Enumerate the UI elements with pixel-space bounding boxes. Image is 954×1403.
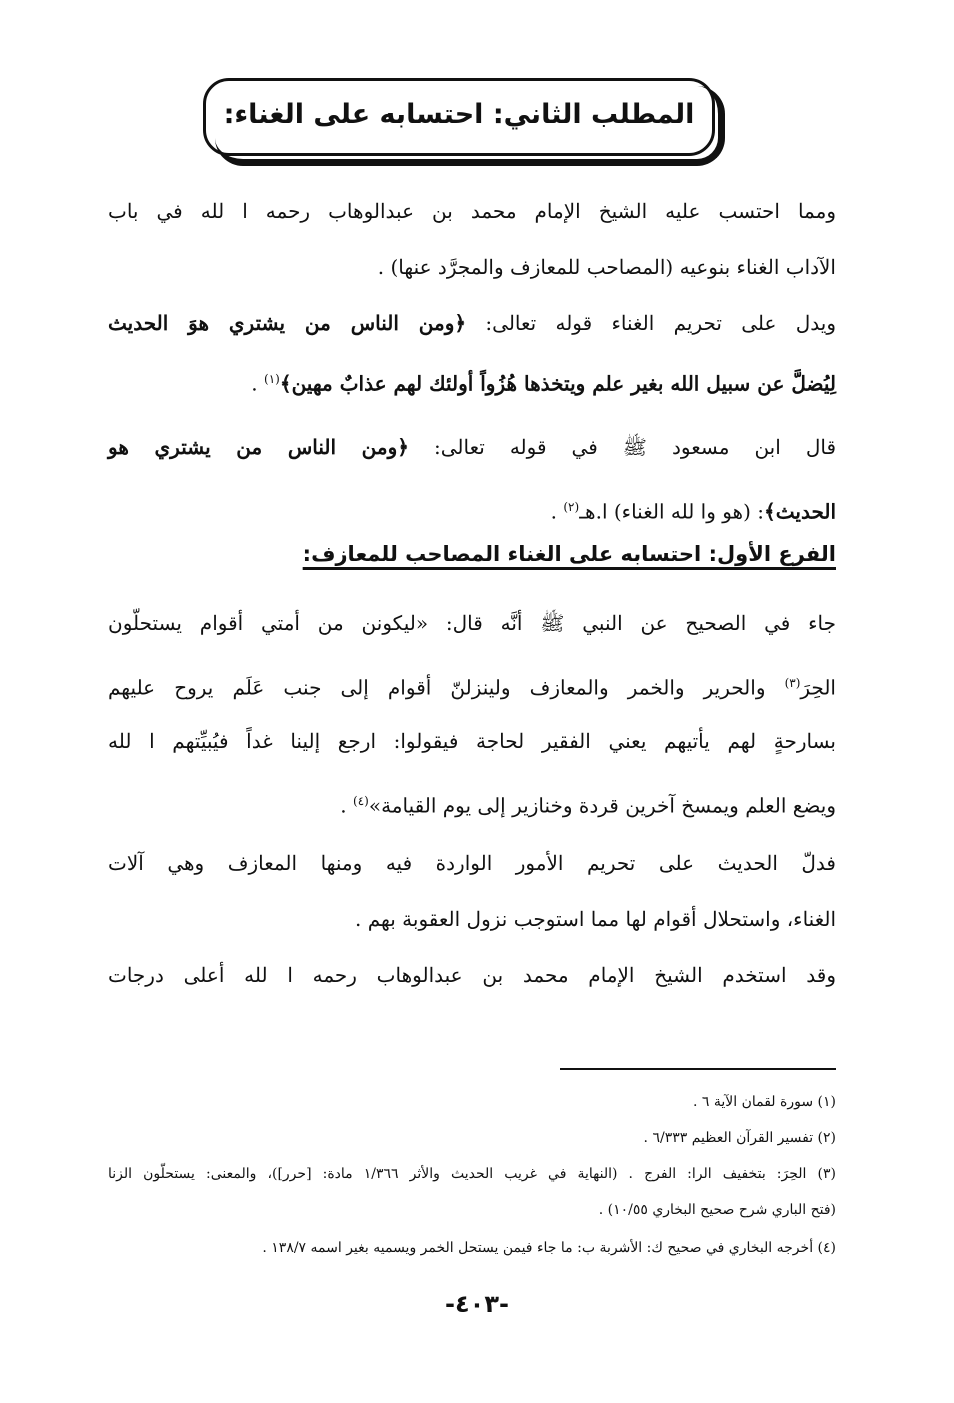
- footnote: (١) سورة لقمان الآية ٦ .: [692, 1094, 836, 1110]
- quran-verse: الحديث﴾: [764, 499, 836, 524]
- paragraph-line: الآداب الغناء بنوعيه (المصاحب للمعازف والمجرَّد عنها) .: [377, 255, 836, 279]
- paragraph-line: الغناء، واستحلال أقوام لها مما استوجب نزول العقوبة بهم .: [354, 907, 836, 931]
- footnote-ref: (١): [264, 372, 280, 386]
- verse-intro: ويدل على تحريم الغناء قوله تعالى:: [485, 311, 836, 335]
- footnote: (٣) الحِرَ: بتخفيف الرا: الفرج . (النهاية في غريب الحديث والأثر ١/٣٦٦ مادة: [حرر])، والمعنى: يستحلّون الزنا: [108, 1166, 836, 1182]
- footnote: (٢) تفسير القرآن العظيم ٦/٣٣٣ .: [643, 1130, 836, 1146]
- hadith-word: الحِرَ: [800, 675, 836, 700]
- subsection-heading: الفرع الأول: احتسابه على الغناء المصاحب للمعازف:: [302, 542, 836, 566]
- paragraph-line: [108, 482, 836, 532]
- quran-verse: ﴿ومن الناس من يشتري هوَ الحديث: [108, 311, 467, 335]
- paragraph-line: بسارحةٍ لهم يأتيهم يعني الفقير لحاجة فيقولوا: ارجع إلينا غداً فيُبيِّتهم ا لله: [108, 729, 836, 753]
- paragraph-line: [108, 422, 836, 472]
- paragraph-line: [108, 354, 836, 404]
- hadith-text: ويضع العلم ويمسخ آخرين قردة وخنازير إلى يوم القيامة»: [368, 793, 836, 818]
- paragraph-line: [108, 776, 836, 826]
- paragraph-line: ومما احتسب عليه الشيخ الإمام محمد بن عبدالوهاب رحمه ا لله في باب: [108, 199, 836, 223]
- page-number: -٤٠٣-: [445, 1290, 509, 1318]
- paragraph-line: جاء في الصحيح عن النبي ﷺ أنَّه قال: «ليكونن من أمتي أقوام يستحلّون: [108, 611, 836, 635]
- footnote-separator: [560, 1068, 836, 1070]
- paragraph-line: [108, 298, 836, 348]
- narration-intro: قال ابن مسعود ﷺ في قوله تعالى:: [434, 435, 837, 459]
- footnote-ref: (٢): [563, 500, 580, 514]
- quran-verse: لِيُضلَّ عن سبيل الله بغير علم ويتخذها هُزُواً أولئك لهم عذابٌ مهين﴾: [279, 371, 836, 396]
- hadith-text: والحرير والخمر والمعازف ولينزلنّ أقوام إلى جنب عَلَم يروح عليهم: [108, 675, 785, 700]
- footnote: (فتح الباري شرح صحيح البخاري ١٠/٥٥) .: [598, 1202, 836, 1218]
- narration: : (هو وا لله الغناء) ا.هـ: [579, 499, 765, 524]
- footnote-ref: (٤): [353, 794, 369, 808]
- period: .: [550, 499, 557, 524]
- paragraph-line: [108, 658, 836, 708]
- period: .: [251, 371, 258, 396]
- section-title: المطلب الثاني: احتسابه على الغناء:: [223, 98, 695, 130]
- footnote: (٤) أخرجه البخاري في صحيح ك: الأشربة ب: ما جاء فيمن يستحل الخمر ويسميه بغير اسمه ١٣٨/٧ .: [262, 1240, 836, 1256]
- paragraph-line: فدلّ الحديث على تحريم الأمور الواردة فيه ومنها المعازف وهي آلات: [108, 851, 836, 875]
- paragraph-line: وقد استخدم الشيخ الإمام محمد بن عبدالوهاب رحمه ا لله أعلى درجات: [108, 963, 836, 987]
- footnote-ref: (٣): [784, 676, 801, 690]
- period: .: [340, 793, 354, 818]
- quran-verse: ﴿ومن الناس من يشتري هو: [108, 435, 409, 459]
